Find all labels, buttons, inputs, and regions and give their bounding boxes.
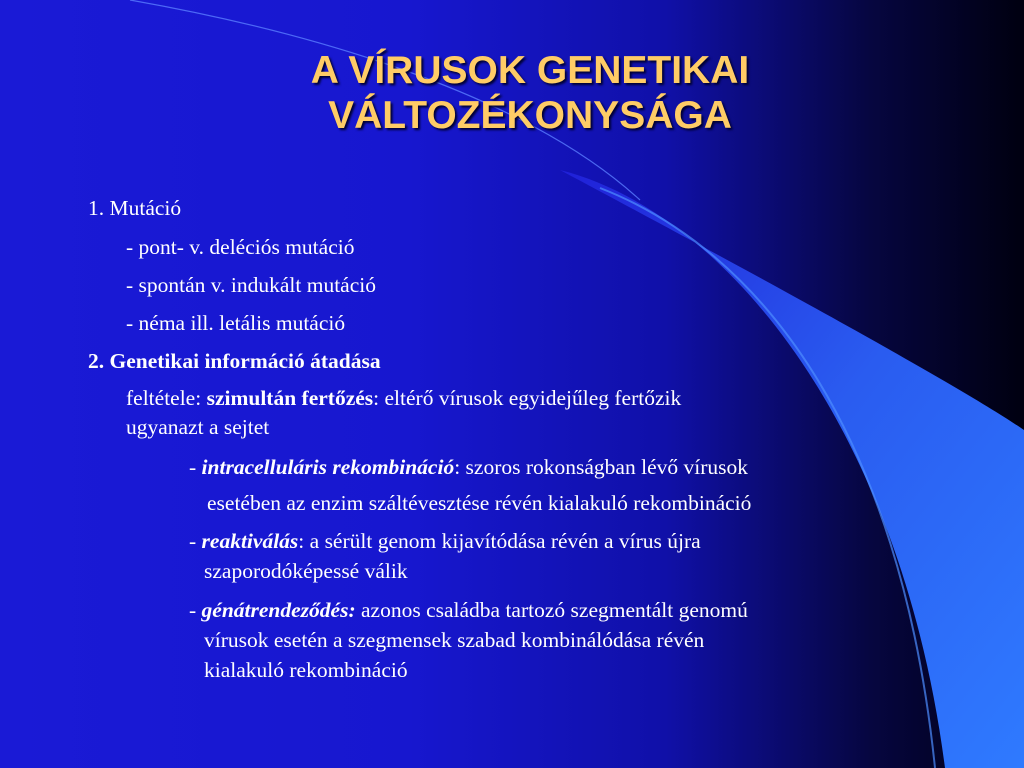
sub-item-reactivation-line2: szaporodóképessé válik — [204, 559, 408, 583]
list-item: - pont- v. deléciós mutáció — [126, 235, 355, 259]
sub-item-reassortment-line2: vírusok esetén a szegmensek szabad kombinálódása révén — [204, 628, 705, 652]
section2-heading: 2. Genetikai információ átadása — [88, 349, 381, 373]
title-line-2: VÁLTOZÉKONYSÁGA — [328, 94, 732, 137]
condition-term: szimultán fertőzés — [206, 386, 374, 410]
condition-line: feltétele: szimultán fertőzés: eltérő vírusok egyidejűleg fertőzik — [126, 386, 682, 410]
sub-item-reassortment: - génátrendeződés: azonos családba tartozó szegmentált genomú — [189, 598, 748, 622]
term-reactivation: reaktiválás — [201, 529, 299, 553]
sub-item-reassortment-line3: kialakuló rekombináció — [204, 658, 408, 682]
term-reassortment: génátrendeződés: — [201, 598, 356, 622]
list-item: - spontán v. indukált mutáció — [126, 273, 376, 297]
condition-line-2: ugyanazt a sejtet — [126, 415, 270, 439]
term-intracellular: intracelluláris rekombináció — [201, 455, 455, 479]
sub-item-recombination: - intracelluláris rekombináció: szoros rokonságban lévő vírusok — [189, 455, 748, 479]
sub-item-reactivation: - reaktiválás: a sérült genom kijavítódása révén a vírus újra — [189, 529, 701, 553]
list-item: - néma ill. letális mutáció — [126, 311, 346, 335]
section1-heading: 1. Mutáció — [88, 196, 182, 220]
title-line-1: A VÍRUSOK GENETIKAI — [310, 49, 750, 92]
sub-item-recombination-line2: esetében az enzim száltévesztése révén kialakuló rekombináció — [207, 491, 752, 515]
